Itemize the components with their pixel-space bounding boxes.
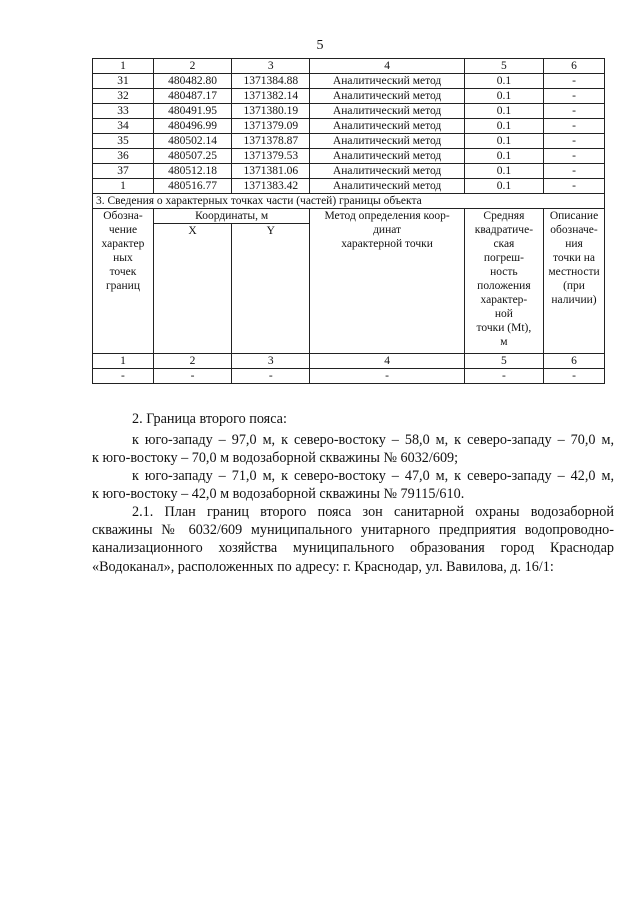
table-row xyxy=(93,134,605,149)
paragraph-line: к юго-западу – 71,0 м, к северо-востоку – 47,0 м, к северо-западу – 42,0 м, xyxy=(132,468,614,484)
col-number: 1 xyxy=(93,354,154,369)
header-y: Y xyxy=(232,224,310,354)
coord-x: 480516.77 xyxy=(153,179,231,194)
point-number: 33 xyxy=(93,104,154,119)
coord-x: 480482.80 xyxy=(153,74,231,89)
col-number: 3 xyxy=(232,354,310,369)
coord-y: 1371379.53 xyxy=(232,149,310,164)
header-x: X xyxy=(153,224,231,354)
coord-x: 480507.25 xyxy=(153,149,231,164)
empty-cell: - xyxy=(464,369,543,384)
paragraph-line: к юго-востоку – 42,0 м водозаборной скважины № 79115/610. xyxy=(92,486,465,503)
paragraph-line: скважины № 6032/609 муниципального унитарного предприятия водопроводно- xyxy=(92,522,614,539)
empty-cell: - xyxy=(93,369,154,384)
description: - xyxy=(544,164,605,179)
paragraph-well-79115 xyxy=(92,467,614,503)
header-coordinates: Координаты, м xyxy=(153,209,309,224)
paragraph-second-belt xyxy=(92,410,614,428)
paragraph-line: канализационного хозяйства муниципального образования город Краснодар xyxy=(92,540,614,557)
paragraph-line: «Водоканал», расположенных по адресу: г. Краснодар, ул. Вавилова, д. 16/1: xyxy=(92,558,554,575)
error: 0.1 xyxy=(464,74,543,89)
coord-y: 1371383.42 xyxy=(232,179,310,194)
point-number: 1 xyxy=(93,179,154,194)
col-number: 3 xyxy=(232,59,310,74)
description: - xyxy=(544,134,605,149)
error: 0.1 xyxy=(464,164,543,179)
empty-cell: - xyxy=(153,369,231,384)
table-row xyxy=(93,89,605,104)
column-number-row xyxy=(93,59,605,74)
header-point-designation: Обозна- чение характер ных точек границ xyxy=(93,209,154,354)
description: - xyxy=(544,179,605,194)
col-number: 5 xyxy=(464,59,543,74)
table-row xyxy=(93,164,605,179)
paragraph-text: 2. Граница второго пояса: xyxy=(132,411,287,427)
header-row xyxy=(93,209,605,224)
empty-cell: - xyxy=(232,369,310,384)
description: - xyxy=(544,104,605,119)
table-row xyxy=(93,179,605,194)
coord-y: 1371378.87 xyxy=(232,134,310,149)
page-number: 5 xyxy=(316,38,324,53)
error: 0.1 xyxy=(464,149,543,164)
error: 0.1 xyxy=(464,119,543,134)
description: - xyxy=(544,149,605,164)
col-number: 2 xyxy=(153,354,231,369)
coord-y: 1371380.19 xyxy=(232,104,310,119)
coord-y: 1371379.09 xyxy=(232,119,310,134)
description: - xyxy=(544,89,605,104)
point-number: 34 xyxy=(93,119,154,134)
empty-cell: - xyxy=(544,369,605,384)
header-method: Метод определения коор- динат характерной точки xyxy=(310,209,464,354)
col-number: 2 xyxy=(153,59,231,74)
coord-x: 480496.99 xyxy=(153,119,231,134)
table-row xyxy=(93,369,605,384)
coord-x: 480512.18 xyxy=(153,164,231,179)
method: Аналитический метод xyxy=(310,74,464,89)
col-number: 5 xyxy=(464,354,543,369)
coord-y: 1371384.88 xyxy=(232,74,310,89)
point-number: 35 xyxy=(93,134,154,149)
table-row xyxy=(93,119,605,134)
col-number: 4 xyxy=(310,354,464,369)
error: 0.1 xyxy=(464,89,543,104)
method: Аналитический метод xyxy=(310,149,464,164)
column-number-row xyxy=(93,354,605,369)
point-number: 36 xyxy=(93,149,154,164)
table-row xyxy=(93,149,605,164)
error: 0.1 xyxy=(464,179,543,194)
section-title-row xyxy=(93,194,605,209)
empty-cell: - xyxy=(310,369,464,384)
paragraph-line: к юго-западу – 97,0 м, к северо-востоку – 58,0 м, к северо-западу – 70,0 м, xyxy=(132,432,614,448)
coord-y: 1371381.06 xyxy=(232,164,310,179)
col-number: 1 xyxy=(93,59,154,74)
paragraph-well-6032 xyxy=(92,431,614,467)
description: - xyxy=(544,119,605,134)
paragraph-line: 2.1. План границ второго пояса зон санитарной охраны водозаборной xyxy=(132,504,614,520)
coord-x: 480502.14 xyxy=(153,134,231,149)
description: - xyxy=(544,74,605,89)
method: Аналитический метод xyxy=(310,164,464,179)
method: Аналитический метод xyxy=(310,104,464,119)
error: 0.1 xyxy=(464,134,543,149)
error: 0.1 xyxy=(464,104,543,119)
method: Аналитический метод xyxy=(310,134,464,149)
coord-x: 480491.95 xyxy=(153,104,231,119)
col-number: 4 xyxy=(310,59,464,74)
coord-x: 480487.17 xyxy=(153,89,231,104)
table-row xyxy=(93,74,605,89)
point-number: 31 xyxy=(93,74,154,89)
coordinates-table xyxy=(92,58,605,384)
header-mean-error: Средняя квадратиче- ская погреш- ность положения характер- ной точки (Mt), м xyxy=(464,209,543,354)
method: Аналитический метод xyxy=(310,119,464,134)
header-description: Описание обозначе- ния точки на местности (при наличии) xyxy=(544,209,605,354)
table-row xyxy=(93,104,605,119)
point-number: 32 xyxy=(93,89,154,104)
method: Аналитический метод xyxy=(310,179,464,194)
col-number: 6 xyxy=(544,59,605,74)
paragraph-line: к юго-востоку – 70,0 м водозаборной скважины № 6032/609; xyxy=(92,450,459,467)
col-number: 6 xyxy=(544,354,605,369)
coord-y: 1371382.14 xyxy=(232,89,310,104)
section3-title: 3. Сведения о характерных точках части (частей) границы объекта xyxy=(93,194,605,209)
point-number: 37 xyxy=(93,164,154,179)
method: Аналитический метод xyxy=(310,89,464,104)
paragraph-plan xyxy=(92,503,614,576)
